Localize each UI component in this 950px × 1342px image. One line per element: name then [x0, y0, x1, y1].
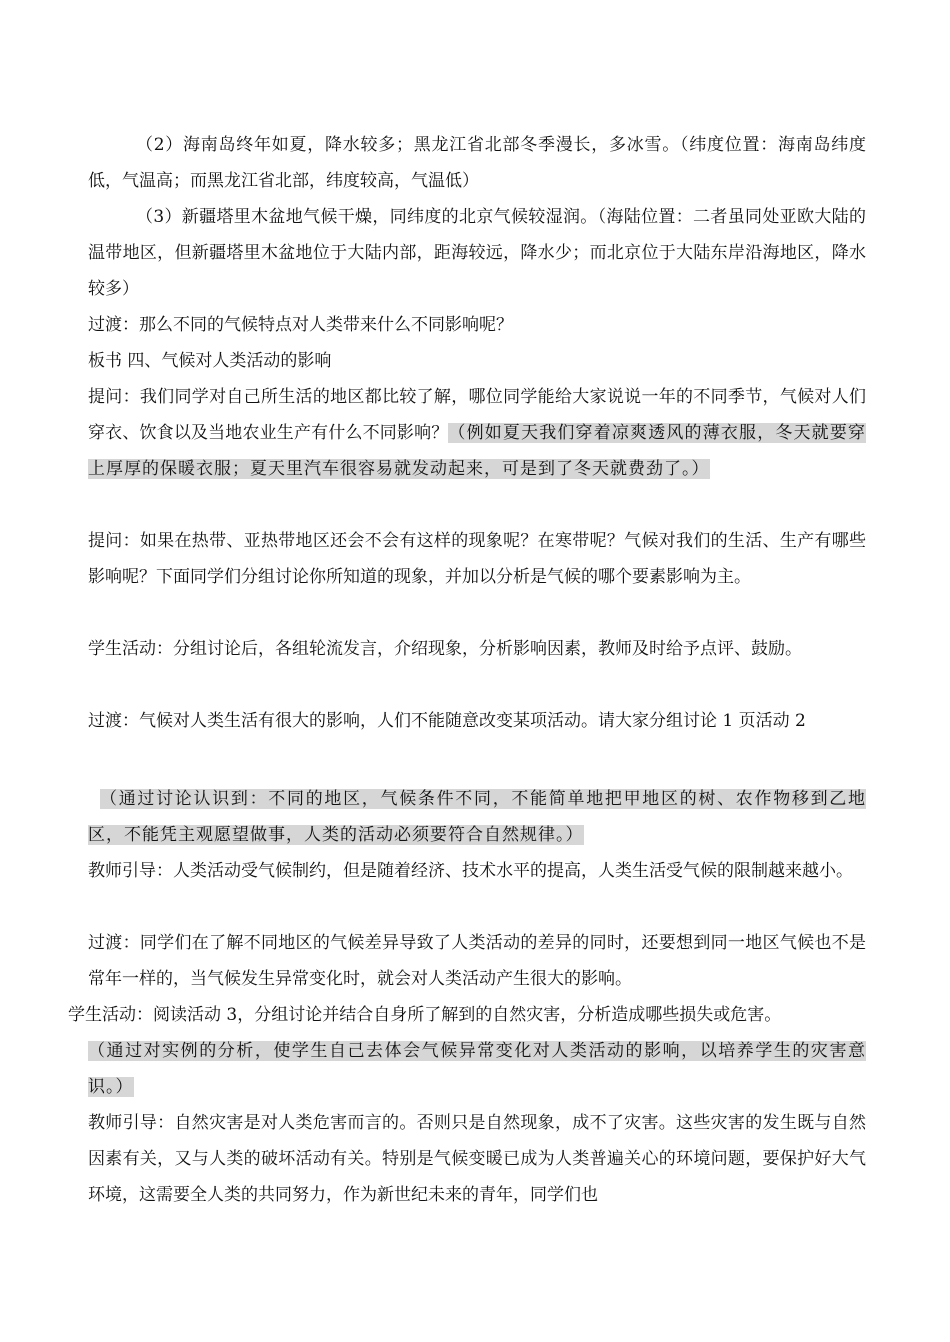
paragraph-student-activity-1: 学生活动：分组讨论后，各组轮流发言，介绍现象，分析影响因素，教师及时给予点评、鼓励。 [88, 639, 802, 659]
highlight-example-answer: （例如夏天我们穿着凉爽透风的薄衣服，冬天就要穿上厚厚的保暖衣服；夏天里汽车很容易就发动起来，可是到了冬天就费劲了。） [88, 423, 867, 479]
paragraph-transition-1: 过渡：那么不同的气候特点对人类带来什么不同影响呢？ [88, 315, 513, 335]
paragraph-transition-3: 过渡：同学们在了解不同地区的气候差异导致了人类活动的差异的同时，还要想到同一地区气候也不是常年一样的，当气候发生异常变化时，就会对人类活动产生很大的影响。 [88, 933, 866, 989]
highlight-discussion: （通过讨论认识到：不同的地区，气候条件不同，不能简单地把甲地区的树、农作物移到乙地区，不能凭主观愿望做事，人类的活动必须要符合自然规律。） [88, 789, 866, 845]
question-text: 提问：我们同学对自己所生活的地区都比较了解，哪位同学能给大家说说一年的不同季节，气候对人们穿衣、饮食以及当地农业生产有什么不同影响？ [88, 387, 866, 443]
paragraph-blackboard-heading: 板书 四、气候对人类活动的影响 [88, 351, 332, 371]
paragraph-teacher-guide-2: 教师引导：自然灾害是对人类危害而言的。否则只是自然现象，成不了灾害。这些灾害的发生既与自然因素有关，又与人类的破坏活动有关。特别是气候变暖已成为人类普遍关心的环境问题，要保护好大气环境，这需要全人类的共同努力，作为新世纪未来的青年，同学们也 [88, 1113, 866, 1205]
paragraph-analysis-highlight [88, 1033, 866, 1105]
paragraph-xinjiang-beijing: （3）新疆塔里木盆地气候干燥，同纬度的北京气候较湿润。（海陆位置：二者虽同处亚欧大陆的温带地区，但新疆塔里木盆地位于大陆内部，距海较远，降水少；而北京位于大陆东岸沿海地区，降水较多） [88, 207, 866, 299]
paragraph-student-activity-2: 学生活动：阅读活动 3，分组讨论并结合自身所了解到的自然灾害，分析造成哪些损失或危害。 [68, 1005, 782, 1025]
paragraph-teacher-guide-1: 教师引导：人类活动受气候制约，但是随着经济、技术水平的提高，人类生活受气候的限制越来越小。 [88, 861, 853, 881]
paragraph-discussion-highlight [88, 781, 866, 853]
highlight-analysis: （通过对实例的分析，使学生自己去体会气候异常变化对人类活动的影响，以培养学生的灾害意识。） [88, 1041, 866, 1097]
paragraph-question-1 [88, 379, 866, 487]
paragraph-hainan-heilongjiang: （2）海南岛终年如夏，降水较多；黑龙江省北部冬季漫长，多冰雪。（纬度位置：海南岛纬度低，气温高；而黑龙江省北部，纬度较高，气温低） [88, 135, 866, 191]
paragraph-transition-2: 过渡：气候对人类生活有很大的影响，人们不能随意改变某项活动。请大家分组讨论 1 页活动 2 [88, 711, 806, 731]
paragraph-question-2: 提问：如果在热带、亚热带地区还会不会有这样的现象呢？在寒带呢？气候对我们的生活、生产有哪些影响呢？下面同学们分组讨论你所知道的现象，并加以分析是气候的哪个要素影响为主。 [88, 531, 866, 587]
